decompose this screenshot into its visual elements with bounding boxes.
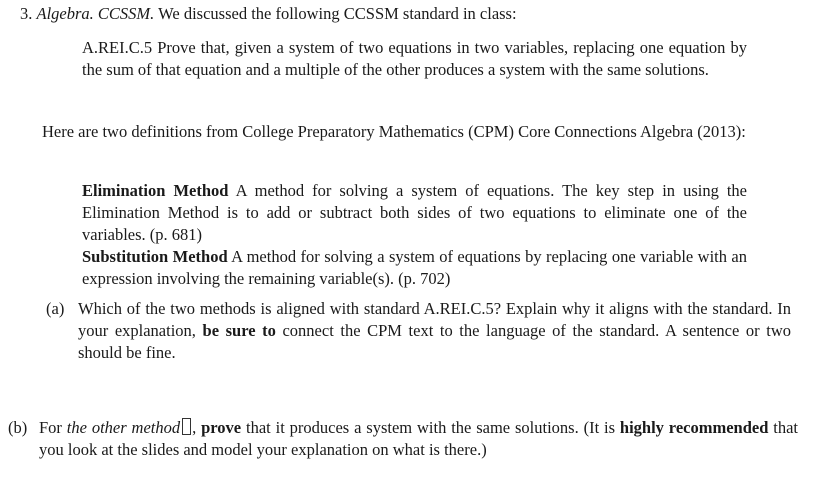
part-b-text (39, 417, 798, 461)
part-b-text-3: that it produces a system with the same solutions. (It is (241, 418, 620, 437)
part-a-text-1: Which of the two methods is aligned with standard A.REI.C.5? Explain why it aligns with the standard. In your explanation, (78, 299, 791, 340)
elimination-definition (82, 180, 747, 246)
part-b-bold-1: prove (201, 418, 242, 437)
definitions-intro-text: Here are two definitions from College Preparatory Mathematics (CPM) Core Connections Algebra (2013): (42, 122, 746, 141)
part-b-italic: the other method (66, 418, 181, 437)
part-b-bold-2: highly recommended (619, 418, 769, 437)
elimination-text: A method for solving a system of equations. The key step in using the Elimination Method is to add or subtract both sides of two equations to eliminate one of the variables. (p. 681) (82, 181, 748, 244)
part-b-text-2: , (192, 418, 202, 437)
problem-number: 3. (20, 4, 33, 23)
part-a (46, 298, 791, 364)
problem-subject: Algebra. CCSSM. (36, 4, 155, 23)
part-a-bold: be sure to (202, 321, 276, 340)
substitution-term: Substitution Method (82, 247, 228, 266)
standard-text: A.REI.C.5 Prove that, given a system of two equations in two variables, replacing one equation by the sum of that equation and a multiple of the other produces a system with the same solutions. (82, 38, 747, 79)
part-a-label: (a) (46, 299, 65, 318)
part-a-text-2: connect the CPM text to the language of the standard. A sentence or two should be fine. (78, 321, 791, 362)
substitution-text: A method for solving a system of equations by replacing one variable with an expression involving the remaining variable(s). (p. 702) (82, 247, 747, 288)
standard-quote (82, 37, 747, 81)
part-a-text (78, 298, 791, 364)
part-b-text-4: that you look at the slides and model your explanation on what is there.) (39, 418, 799, 459)
elimination-term: Elimination Method (82, 181, 229, 200)
problem-header (20, 3, 810, 25)
part-b (8, 417, 798, 461)
definitions-intro (42, 121, 780, 143)
text-cursor-icon (182, 418, 191, 435)
problem-intro: We discussed the following CCSSM standard in class: (158, 4, 517, 23)
part-b-text-1: For (39, 418, 67, 437)
part-b-label: (b) (8, 418, 28, 437)
substitution-definition (82, 246, 747, 290)
